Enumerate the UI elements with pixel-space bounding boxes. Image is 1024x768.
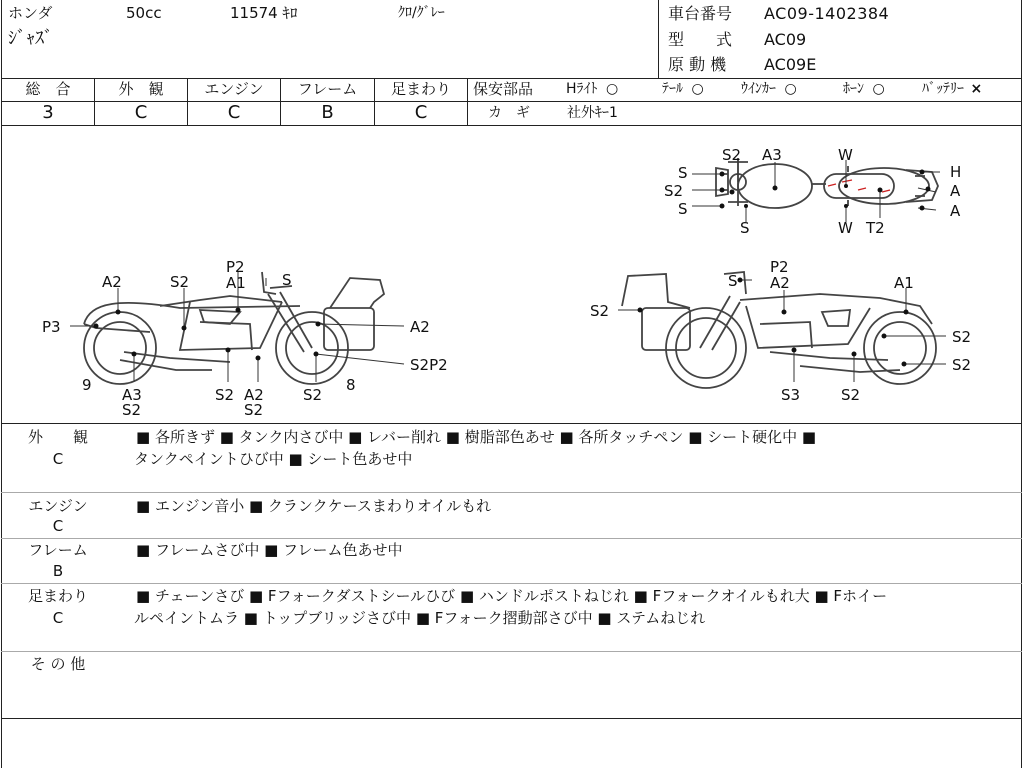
label-left-s2-4: S2	[215, 386, 235, 404]
label-top-h: H	[950, 163, 962, 181]
note-text-engine-1: ■ エンジン音小 ■ クランクケースまわりオイルもれ	[136, 497, 492, 515]
note-sep-3	[1, 583, 1022, 584]
label-left-a2: A2	[102, 273, 122, 291]
note-label-suspension: 足まわり	[27, 587, 88, 605]
label-right-s2: S2	[590, 302, 610, 320]
note-label-other: そ の 他	[30, 655, 86, 673]
label-top-t2: T2	[866, 219, 885, 237]
header-divider	[658, 0, 659, 78]
label-right-s2-2: S2	[952, 328, 972, 346]
label-top-s-3: S	[740, 219, 750, 237]
label-right-a1: A1	[894, 274, 914, 292]
body-color: ｸﾛ/ｸﾞﾚｰ	[398, 5, 445, 21]
grade-value-frame: B	[321, 102, 334, 123]
label-top-a-1: A	[950, 182, 961, 200]
safety-headlight-mark: ○	[605, 81, 619, 97]
note-text-exterior-1: ■ 各所きず ■ タンク内さび中 ■ レバー削れ ■ 樹脂部色あせ ■ 各所タッチペン ■ シート硬化中 ■	[136, 428, 817, 446]
safety-label: 保安部品	[473, 80, 534, 98]
note-grade-frame: B	[52, 562, 64, 580]
safety-headlight	[566, 82, 618, 96]
safety-taillight	[662, 82, 704, 96]
note-text-frame-1: ■ フレームさび中 ■ フレーム色あせ中	[136, 541, 403, 559]
note-text-suspension-1: ■ チェーンさび ■ Fフォークダストシールひび ■ ハンドルポストねじれ ■ Fフォークオイルもれ大 ■ Fホイー	[136, 587, 888, 605]
model-type-label: 型 式	[668, 30, 733, 49]
label-right-s3: S3	[781, 386, 801, 404]
label-left-a3: A3	[122, 386, 142, 404]
safety-mid-line	[467, 101, 1022, 102]
safety-winker	[741, 82, 797, 96]
label-top-s-1: S	[678, 164, 688, 182]
label-top-w: W	[838, 146, 853, 164]
label-left-s2-3: S2	[122, 401, 142, 419]
grade-top-line	[1, 78, 1022, 79]
key-label: カ ギ	[488, 105, 530, 121]
label-left-p3: P3	[42, 318, 61, 336]
label-left-9: 9	[82, 376, 92, 394]
label-top-a3: A3	[762, 146, 782, 164]
safety-winker-mark: ○	[784, 81, 797, 97]
frame-number: AC09-1402384	[764, 4, 890, 23]
grade-value-engine: C	[227, 102, 241, 123]
label-top-s2-2: S2	[664, 182, 684, 200]
note-grade-engine: C	[52, 517, 64, 535]
label-left-s2p2: S2P2	[410, 356, 448, 374]
grade-value-exterior: C	[134, 102, 148, 123]
grade-value-overall: 3	[42, 102, 54, 123]
notes-bottom-line	[1, 718, 1022, 719]
label-left-a1: A1	[226, 274, 246, 292]
safety-headlight-label: Hﾗｲﾄ	[566, 81, 598, 97]
note-sep-2	[1, 538, 1022, 539]
label-left-8: 8	[346, 376, 356, 394]
safety-horn-mark: ○	[872, 81, 885, 97]
mileage: 11574 ｷﾛ	[230, 4, 298, 22]
note-text-exterior-2: タンクペイントひび中 ■ シート色あせ中	[134, 450, 413, 468]
model-name: ｼﾞｬｽﾞ	[8, 28, 53, 49]
label-right-a2: A2	[770, 274, 790, 292]
label-top-s2: S2	[722, 146, 742, 164]
label-top-a-2: A	[950, 202, 961, 220]
model-type: AC09	[764, 30, 807, 49]
top-view-outline	[716, 158, 938, 208]
label-left-a2-3: A2	[244, 386, 264, 404]
safety-horn-label: ﾎｰﾝ	[843, 81, 864, 97]
key-value: 社外ｷｰ1	[567, 105, 618, 121]
maker-name: ホンダ	[8, 4, 53, 22]
displacement: 50cc	[126, 4, 162, 22]
note-label-frame: フレーム	[28, 541, 88, 559]
grade-value-suspension: C	[414, 102, 428, 123]
safety-winker-label: ｳｲﾝｶｰ	[741, 81, 776, 97]
safety-battery-label: ﾊﾞｯﾃﾘｰ	[922, 81, 964, 97]
safety-battery-mark: ×	[970, 81, 983, 97]
label-left-s: S	[282, 271, 292, 289]
safety-horn	[843, 82, 885, 96]
label-right-s: S	[728, 272, 738, 290]
grade-header-suspension: 足まわり	[390, 80, 451, 98]
note-sep-4	[1, 651, 1022, 652]
label-right-s2-3: S2	[952, 356, 972, 374]
label-left-a2-2: A2	[410, 318, 430, 336]
grade-col-5	[467, 78, 468, 125]
label-top-w-2: W	[838, 219, 853, 237]
grade-header-exterior: 外 観	[118, 80, 164, 98]
note-grade-suspension: C	[52, 609, 64, 627]
note-label-engine: エンジン	[28, 497, 88, 515]
label-top-s-2: S	[678, 200, 688, 218]
label-left-s2-6: S2	[303, 386, 323, 404]
damage-diagram	[0, 126, 1024, 424]
grade-header-overall: 総 合	[25, 80, 71, 98]
label-right-s2-4: S2	[841, 386, 861, 404]
grade-header-engine: エンジン	[204, 80, 264, 98]
safety-taillight-label: ﾃｰﾙ	[662, 81, 683, 97]
engine-type-label: 原 動 機	[668, 55, 727, 74]
note-grade-exterior: C	[52, 450, 64, 468]
engine-type: AC09E	[764, 55, 817, 74]
note-text-suspension-2: ルペイントムラ ■ トップブリッジさび中 ■ Fフォーク摺動部さび中 ■ ステムねじれ	[134, 609, 706, 627]
label-left-p2: P2	[226, 258, 245, 276]
frame-number-label: 車台番号	[668, 4, 733, 23]
label-left-s2-5: S2	[244, 401, 264, 419]
note-sep-1	[1, 492, 1022, 493]
label-right-p2: P2	[770, 258, 789, 276]
safety-taillight-mark: ○	[691, 81, 704, 97]
grade-header-frame: フレーム	[297, 80, 358, 98]
safety-battery	[922, 82, 982, 96]
note-label-exterior: 外 観	[27, 428, 88, 446]
label-left-s2: S2	[170, 273, 190, 291]
